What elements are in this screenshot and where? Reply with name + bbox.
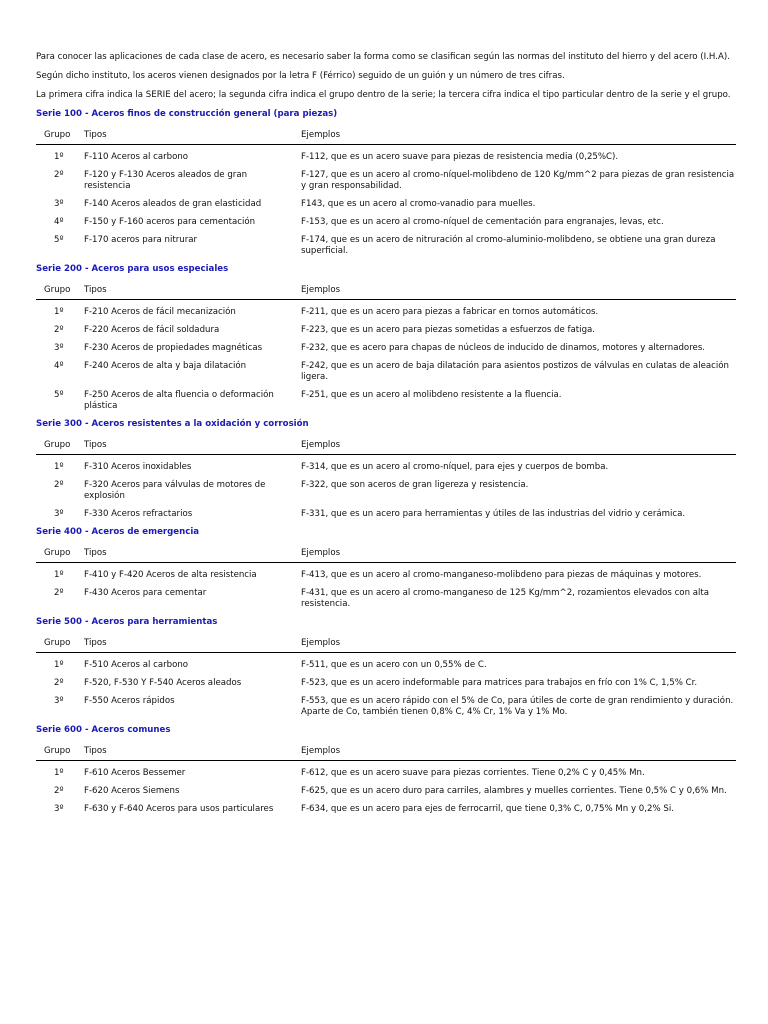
cell-grupo: 1º — [54, 660, 64, 670]
cell-grupo: 2º — [54, 170, 64, 180]
cell-ejemplo: F-127, que es un acero al cromo-níquel-molibdeno de 120 Kg/mm^2 para piezas de gran resistencia y gran responsabilidad. — [301, 170, 735, 191]
table-row — [36, 480, 736, 502]
table-row — [36, 390, 736, 412]
series-title: Serie 100 - Aceros finos de construcción general (para piezas) — [36, 109, 338, 119]
table-row — [36, 509, 736, 520]
table-row — [36, 804, 736, 815]
series-section — [36, 109, 736, 257]
intro-paragraph-2: Según dicho instituto, los aceros vienen designados por la letra F (Férrico) seguido de un guión y un número de tres cifras. — [36, 71, 565, 81]
cell-tipo: F-220 Aceros de fácil soldadura — [84, 325, 220, 335]
table-row — [36, 786, 736, 797]
table-row — [36, 570, 736, 581]
series-title: Serie 300 - Aceros resistentes a la oxidación y corrosión — [36, 419, 309, 429]
cell-grupo: 2º — [54, 325, 64, 335]
cell-ejemplo: F-511, que es un acero con un 0,55% de C. — [301, 660, 487, 670]
table-header — [36, 285, 736, 300]
cell-tipo: F-140 Aceros aleados de gran elasticidad — [84, 199, 262, 209]
cell-grupo: 2º — [54, 678, 64, 688]
header-ejemplos: Ejemplos — [301, 440, 341, 450]
table-row — [36, 152, 736, 163]
cell-tipo: F-520, F-530 Y F-540 Aceros aleados — [84, 678, 242, 688]
series-section — [36, 617, 736, 718]
table-row — [36, 343, 736, 354]
cell-ejemplo: F-523, que es un acero indeformable para matrices para trabajos en frío con 1% C, 1,5% Cr. — [301, 678, 698, 688]
cell-ejemplo: F-331, que es un acero para herramientas y útiles de las industrias del vidrio y cerámica. — [301, 509, 686, 519]
cell-ejemplo: F-174, que es un acero de nitruración al cromo-aluminio-molibdeno, se obtiene una gran dureza superficial. — [301, 235, 716, 256]
cell-grupo: 2º — [54, 786, 64, 796]
cell-grupo: 4º — [54, 217, 64, 227]
series-section — [36, 527, 736, 610]
cell-ejemplo: F-223, que es un acero para piezas sometidas a esfuerzos de fatiga. — [301, 325, 596, 335]
cell-tipo: F-410 y F-420 Aceros de alta resistencia — [84, 570, 257, 580]
header-tipos: Tipos — [84, 130, 107, 140]
cell-tipo: F-430 Aceros para cementar — [84, 588, 207, 598]
header-ejemplos: Ejemplos — [301, 130, 341, 140]
header-ejemplos: Ejemplos — [301, 285, 341, 295]
table-row — [36, 325, 736, 336]
series-list — [36, 109, 736, 815]
cell-grupo: 3º — [54, 804, 64, 814]
series-section — [36, 419, 736, 520]
cell-grupo: 5º — [54, 390, 64, 400]
header-tipos: Tipos — [84, 285, 107, 295]
cell-ejemplo: F-314, que es un acero al cromo-níquel, para ejes y cuerpos de bomba. — [301, 462, 609, 472]
cell-grupo: 1º — [54, 462, 64, 472]
cell-ejemplo: F-625, que es un acero duro para carriles, alambres y muelles corrientes. Tiene 0,5% C y 0,6% Mn. — [301, 786, 727, 796]
header-tipos: Tipos — [84, 548, 107, 558]
table-row — [36, 462, 736, 473]
table-row — [36, 768, 736, 779]
cell-ejemplo: F-242, que es un acero de baja dilatación para asientos postizos de válvulas en culatas de aleación ligera. — [301, 361, 729, 382]
cell-grupo: 3º — [54, 509, 64, 519]
cell-tipo: F-550 Aceros rápidos — [84, 696, 175, 706]
cell-grupo: 3º — [54, 696, 64, 706]
table-row — [36, 307, 736, 318]
header-grupo: Grupo — [44, 746, 71, 756]
header-grupo: Grupo — [44, 130, 71, 140]
cell-tipo: F-310 Aceros inoxidables — [84, 462, 192, 472]
series-section — [36, 264, 736, 412]
table-header — [36, 440, 736, 455]
cell-tipo: F-150 y F-160 aceros para cementación — [84, 217, 256, 227]
cell-tipo: F-250 Aceros de alta fluencia o deformación plástica — [84, 390, 274, 411]
header-ejemplos: Ejemplos — [301, 548, 341, 558]
cell-ejemplo: F-634, que es un acero para ejes de ferrocarril, que tiene 0,3% C, 0,75% Mn y 0,2% Si. — [301, 804, 674, 814]
cell-grupo: 1º — [54, 307, 64, 317]
cell-tipo: F-230 Aceros de propiedades magnéticas — [84, 343, 263, 353]
cell-tipo: F-110 Aceros al carbono — [84, 152, 189, 162]
header-grupo: Grupo — [44, 638, 71, 648]
cell-grupo: 3º — [54, 343, 64, 353]
table-row — [36, 235, 736, 257]
cell-grupo: 1º — [54, 768, 64, 778]
cell-ejemplo: F-251, que es un acero al molibdeno resistente a la fluencia. — [301, 390, 562, 400]
table-header — [36, 638, 736, 653]
cell-tipo: F-240 Aceros de alta y baja dilatación — [84, 361, 247, 371]
header-grupo: Grupo — [44, 440, 71, 450]
table-row — [36, 199, 736, 210]
cell-grupo: 2º — [54, 480, 64, 490]
series-title: Serie 500 - Aceros para herramientas — [36, 617, 218, 627]
intro-paragraph-1: Para conocer las aplicaciones de cada clase de acero, es necesario saber la forma como se clasifican según las normas del instituto del hierro y del acero (I.H.A). — [36, 52, 730, 62]
cell-tipo: F-630 y F-640 Aceros para usos particulares — [84, 804, 274, 814]
table-row — [36, 588, 736, 610]
cell-ejemplo: F-153, que es un acero al cromo-níquel de cementación para engranajes, levas, etc. — [301, 217, 664, 227]
cell-tipo: F-610 Aceros Bessemer — [84, 768, 186, 778]
cell-grupo: 4º — [54, 361, 64, 371]
cell-ejemplo: F-112, que es un acero suave para piezas de resistencia media (0,25%C). — [301, 152, 619, 162]
table-header — [36, 746, 736, 761]
table-header — [36, 548, 736, 563]
header-tipos: Tipos — [84, 746, 107, 756]
cell-grupo: 3º — [54, 199, 64, 209]
cell-ejemplo: F-211, que es un acero para piezas a fabricar en tornos automáticos. — [301, 307, 599, 317]
header-ejemplos: Ejemplos — [301, 746, 341, 756]
table-row — [36, 217, 736, 228]
cell-ejemplo: F-232, que es acero para chapas de núcleos de inducido de dinamos, motores y alternadores. — [301, 343, 706, 353]
table-header — [36, 130, 736, 145]
cell-grupo: 5º — [54, 235, 64, 245]
cell-ejemplo: F143, que es un acero al cromo-vanadio para muelles. — [301, 199, 536, 209]
series-title: Serie 200 - Aceros para usos especiales — [36, 264, 229, 274]
cell-grupo: 1º — [54, 570, 64, 580]
cell-tipo: F-510 Aceros al carbono — [84, 660, 189, 670]
series-title: Serie 600 - Aceros comunes — [36, 725, 171, 735]
header-ejemplos: Ejemplos — [301, 638, 341, 648]
cell-tipo: F-620 Aceros Siemens — [84, 786, 180, 796]
table-row — [36, 361, 736, 383]
header-tipos: Tipos — [84, 638, 107, 648]
header-grupo: Grupo — [44, 285, 71, 295]
series-section — [36, 725, 736, 815]
header-grupo: Grupo — [44, 548, 71, 558]
document-page — [36, 52, 736, 822]
table-row — [36, 696, 736, 718]
intro-paragraph-3: La primera cifra indica la SERIE del acero; la segunda cifra indica el grupo dentro de la serie; la tercera cifra indica el tipo particular dentro de la serie y el grupo. — [36, 90, 731, 100]
cell-ejemplo: F-612, que es un acero suave para piezas corrientes. Tiene 0,2% C y 0,45% Mn. — [301, 768, 645, 778]
cell-ejemplo: F-322, que son aceros de gran ligereza y resistencia. — [301, 480, 529, 490]
cell-tipo: F-210 Aceros de fácil mecanización — [84, 307, 236, 317]
cell-ejemplo: F-431, que es un acero al cromo-manganeso de 125 Kg/mm^2, rozamientos elevados con alta resistencia. — [301, 588, 710, 609]
cell-tipo: F-170 aceros para nitrurar — [84, 235, 198, 245]
cell-tipo: F-330 Aceros refractarios — [84, 509, 193, 519]
series-title: Serie 400 - Aceros de emergencia — [36, 527, 200, 537]
intro — [36, 52, 736, 101]
table-row — [36, 660, 736, 671]
cell-tipo: F-120 y F-130 Aceros aleados de gran resistencia — [84, 170, 248, 191]
header-tipos: Tipos — [84, 440, 107, 450]
cell-ejemplo: F-413, que es un acero al cromo-manganeso-molibdeno para piezas de máquinas y motores. — [301, 570, 702, 580]
table-row — [36, 678, 736, 689]
cell-tipo: F-320 Aceros para válvulas de motores de explosión — [84, 480, 266, 501]
cell-grupo: 1º — [54, 152, 64, 162]
cell-ejemplo: F-553, que es un acero rápido con el 5% de Co, para útiles de corte de gran rendimiento y duración. Aparte de Co, también tienen 0,8% C, 4% Cr, 1% Va y 1% Mo. — [301, 696, 734, 717]
table-row — [36, 170, 736, 192]
cell-grupo: 2º — [54, 588, 64, 598]
